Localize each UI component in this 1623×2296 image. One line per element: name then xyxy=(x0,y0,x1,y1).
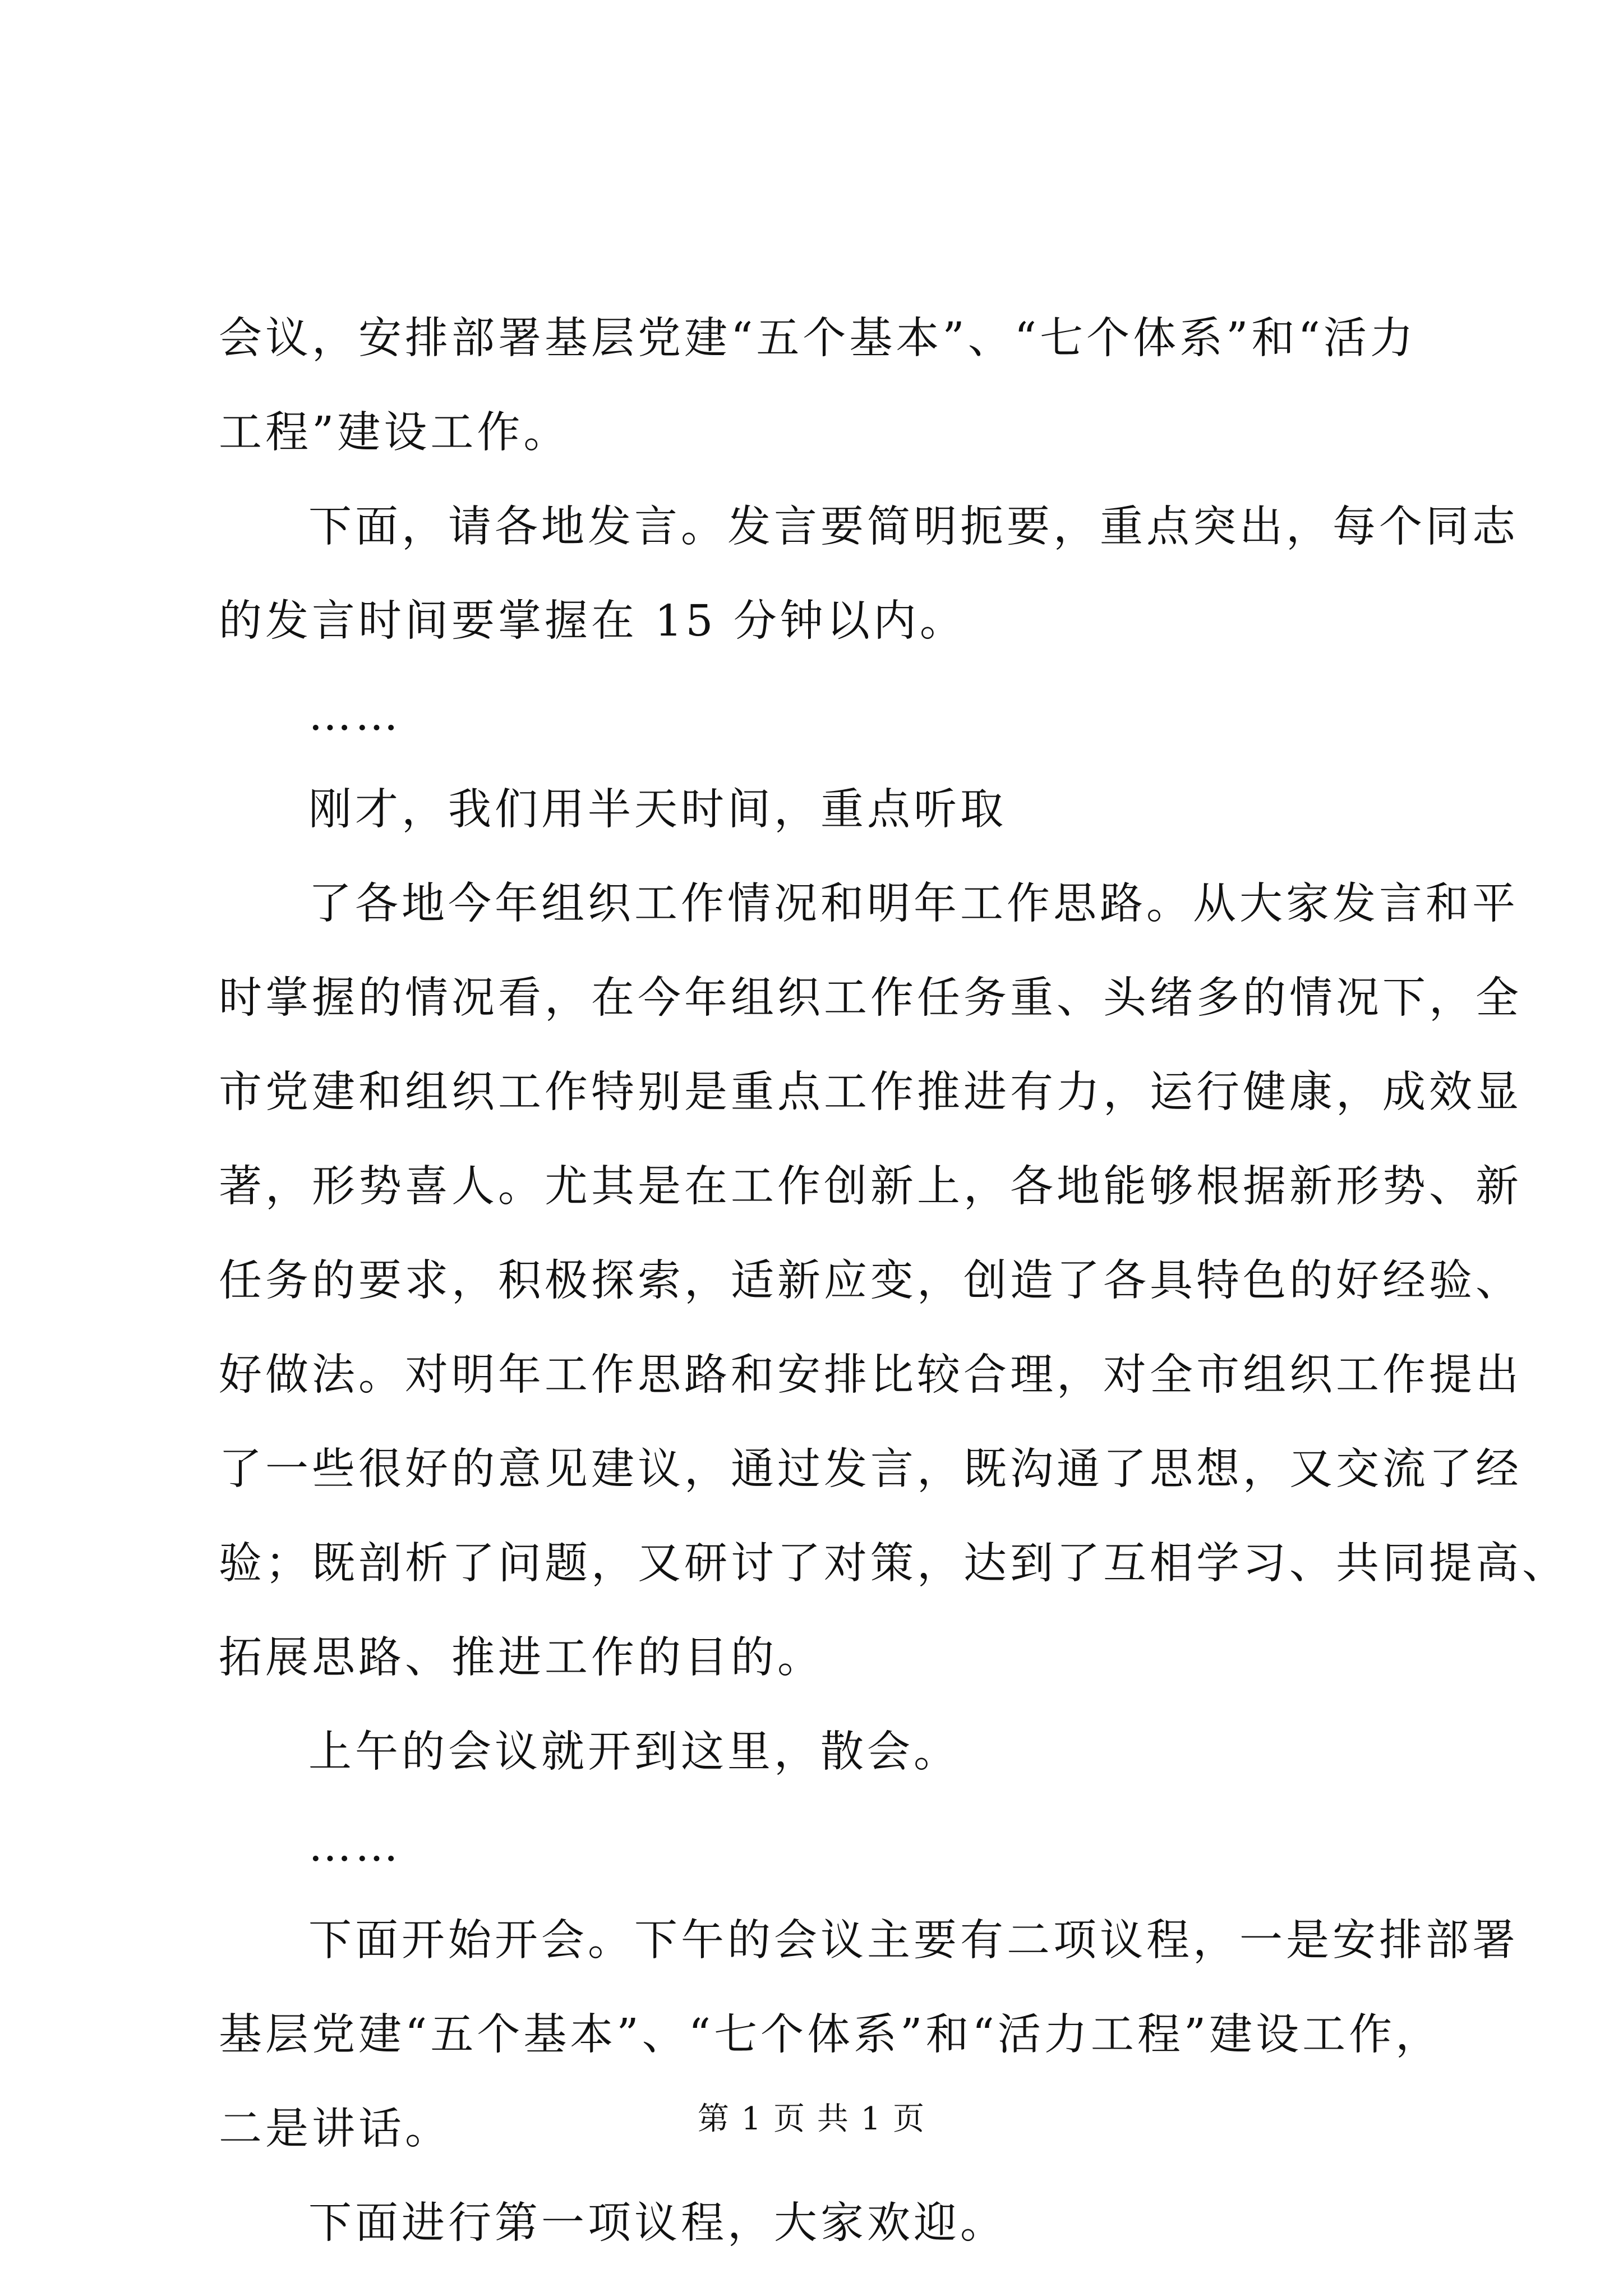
text-line: 市党建和组织工作特别是重点工作推进有力，运行健康，成效显 xyxy=(219,1068,1522,1117)
text-line: 上午的会议就开到这里，散会。 xyxy=(308,1727,960,1777)
text-line: 刚才，我们用半天时间，重点听取 xyxy=(308,785,1007,835)
text-line: 会议，安排部署基层党建“五个基本”、“七个体系”和“活力 xyxy=(219,314,1417,364)
text-line: 任务的要求，积极探索，适新应变，创造了各具特色的好经验、 xyxy=(219,1256,1522,1306)
ellipsis-line: …… xyxy=(308,691,402,740)
text-line: 工程”建设工作。 xyxy=(219,408,570,458)
text-line: 下面进行第一项议程，大家欢迎。 xyxy=(308,2198,1007,2248)
text-line: 验；既剖析了问题，又研讨了对策，达到了互相学习、共同提高、 xyxy=(219,1539,1569,1589)
text-line: 的发言时间要掌握在 15 分钟以内。 xyxy=(219,596,966,646)
text-line: 下面开始开会。下午的会议主要有二项议程，一是安排部署 xyxy=(308,1916,1519,1966)
ellipsis-line: …… xyxy=(308,1821,402,1871)
page-footer: 第 1 页 共 1 页 xyxy=(697,2101,926,2137)
text-line: 了各地今年组织工作情况和明年工作思路。从大家发言和平 xyxy=(308,879,1519,929)
text-line: 了一些很好的意见建议，通过发言，既沟通了思想，又交流了经 xyxy=(219,1444,1522,1494)
text-line: 二是讲话。 xyxy=(219,2104,451,2154)
text-line: 基层党建“五个基本”、“七个体系”和“活力工程”建设工作， xyxy=(219,2010,1442,2060)
text-line: 好做法。对明年工作思路和安排比较合理，对全市组织工作提出 xyxy=(219,1350,1522,1400)
text-line: 著，形势喜人。尤其是在工作创新上，各地能够根据新形势、新 xyxy=(219,1162,1522,1212)
text-line: 拓展思路、推进工作的目的。 xyxy=(219,1633,824,1683)
text-line: 时掌握的情况看，在今年组织工作任务重、头绪多的情况下，全 xyxy=(219,973,1522,1023)
text-line: 下面，请各地发言。发言要简明扼要，重点突出，每个同志 xyxy=(308,502,1519,552)
body-text xyxy=(219,292,1569,2271)
